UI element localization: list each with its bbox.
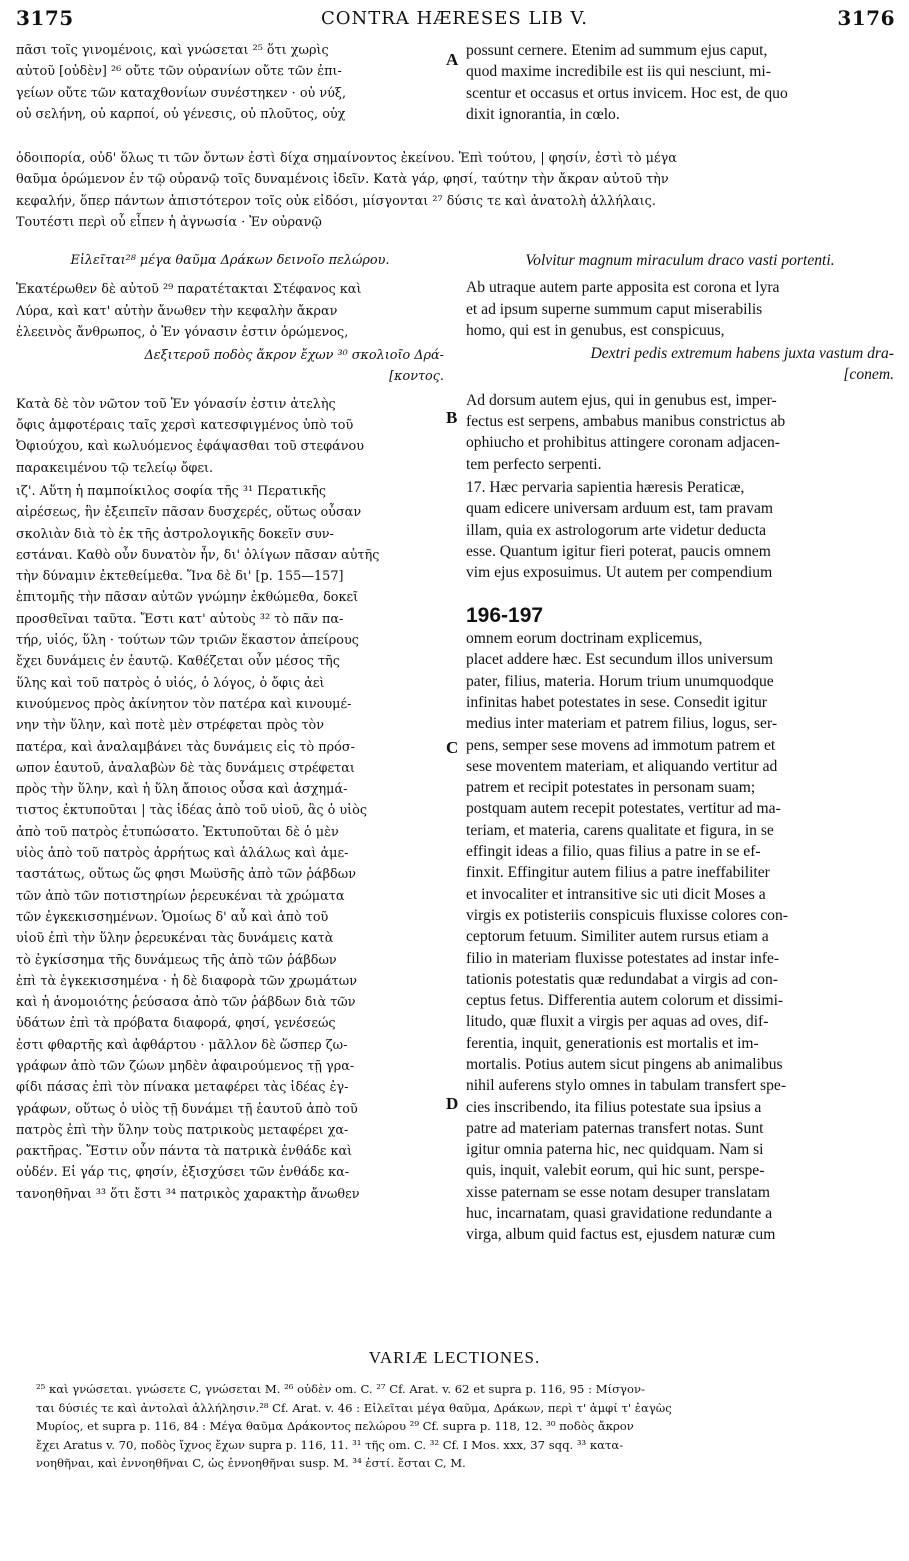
latin-paragraph-3-line [466, 583, 894, 649]
page-header [0, 6, 909, 32]
margin-marker-a: A [446, 50, 459, 69]
greek-paragraph-1: Ἑκατέρωθεν δὲ αὐτοῦ ²⁹ παρατέτακται Στέφανος καὶ Λύρα, καὶ κατ' αὐτὴν ἄνωθεν τὴν κεφαλὴν ἄκραν ἐλεεινὸς ἄνθρωπος, ὁ Ἐν γόνασιν ἐστιν ὁρώμενος, [16, 282, 362, 340]
greek-verse-2: Δεξιτεροῦ ποδὸς ἄκρον ἔχων ³⁰ σκολιοῖο Δρά- [κοντος. [144, 348, 444, 385]
margin-marker-c: C [446, 738, 459, 757]
greek-paragraph-3: ιζ'. Αὕτη ἡ παμποίκιλος σοφία τῆς ³¹ Περατικῆς αἱρέσεως, ἣν ἐξειπεῖν πᾶσαν δυσχερές, οὕτως οὖσαν σκολιὰν διὰ τὸ ἐκ τῆς ἀστρολογικῆς δοκεῖν συν- εστάναι. Καθὸ οὖν δυνατὸν ἦν, δι' ὀλίγων πᾶσαν αὐτῆς τὴν δύναμιν ἐκτεθείμεθα. Ἵνα δὲ δι' [p. 155—157] ἐπιτομῆς τὴν πᾶσαν αὐτῶν γνώμην ἐκθώμεθα, δοκεῖ προσθεῖναι ταῦτα. Ἔστι κατ' αὐτοὺς ³² τὸ πᾶν πα- τήρ, υἱός, ὕλη · τούτων τῶν τριῶν ἕκαστον ἀπείρους ἔχει δυνάμεις ἐν ἑαυτῷ. Καθέζεται οὖν μέσος τῆς ὕλης καὶ τοῦ πατρὸς ὁ υἱός, ὁ λόγος, ὁ ὄφις ἀεὶ κινούμενος πρὸς ἀκίνητον τὸν πατέρα καὶ κινουμέ- νην τὴν ὕλην, καὶ ποτὲ μὲν στρέφεται πρὸς τὸν πατέρα, καὶ ἀναλαμβάνει τὰς δυνάμεις εἰς τὸ πρόσ- ωπον ἑαυτοῦ, ἀναλαβὼν δὲ τὰς δυνάμεις στρέφεται πρὸς τὴν ὕλην, καὶ ἡ ὕλη ἄποιος οὖσα καὶ ἀσχημά- τιστος ἐκτυποῦται | τὰς ἰδέας ἀπὸ τοῦ υἱοῦ, ἃς ὁ υἱὸς ἀπὸ τοῦ πατρὸς ἐτυπώσατο. Ἐκτυποῦται δὲ ὁ μὲν υἱὸς ἀπὸ τοῦ πατρὸς ἀρρήτως καὶ ἀλάλως καὶ ἀμε- ταστάτως, οὕτως ὥς φησι Μωϋσῆς ἀπὸ τῶν ῥάβδων τῶν ἀπὸ τῶν ποτιστηρίων ῥερευκέναι τὰ χρώματα τῶν ἐγκεκισσημένων. Ὁμοίως δ' αὖ καὶ ἀπὸ τοῦ υἱοῦ ἐπὶ τὴν ὕλην ῥερευκέναι τὰς δυνάμεις κατὰ τὸ ἐγκίσσημα τῆς δυνάμεως τῆς ἀπὸ τῶν ῥάβδων ἐπὶ τὰ ἐγκεκισσημένα · ἡ δὲ διαφορὰ τῶν χρωμάτων καὶ ἡ ἀνομοιότης ῥεύσασα ἀπὸ τῶν ῥάβδων διὰ τῶν ὑδάτων ἐπὶ τὰ πρόβατα διαφορά, φησί, γενέσεώς ἐστι φθαρτῆς καὶ ἀφθάρτου · μᾶλλον δὲ ὥσπερ ζω- γράφων ἀπὸ τῶν ζώων μηδὲν ἀφαιρούμενος τῇ γρα- φίδι πάσας ἐπὶ τὸν πίνακα μεταφέρει τὰς ἰδέας ἐγ- γράφων, οὕτως ὁ υἱὸς τῇ δυνάμει τῇ ἑαυτοῦ ἀπὸ τοῦ πατρὸς ἐπὶ τὴν ὕλην τοὺς πατρικοὺς μεταφέρει χα- ρακτῆρας. Ἔστιν οὖν πάντα τὰ πατρικὰ ἐνθάδε καὶ οὐδέν. Εἰ γάρ τις, φησίν, ἐξισχύσει τῶν ἐνθάδε κα- τανοηθῆναι ³³ ὅτι ἔστι ³⁴ πατρικὸς χαρακτὴρ ἄνωθεν [16, 483, 380, 1202]
latin-intro: possunt cernere. Etenim ad summum ejus caput, quod maxime incredibile est iis qui nesciunt, mi- scentur et occasus et ortus invicem. Hoc est, de quo dixit ignorantia, in cœlo. [466, 42, 788, 123]
left-page-number: 3175 [16, 6, 74, 30]
latin-column-body [466, 250, 894, 1246]
latin-paragraph-3b: omnem eorum doctrinam explicemus, [466, 630, 703, 648]
greek-verse-1: Εἰλεῖται²⁸ μέγα θαῦμα Δράκων δεινοῖο πελώρου. [70, 253, 390, 268]
margin-marker-b: B [446, 408, 458, 427]
greek-column-body [16, 250, 444, 1205]
latin-paragraph-3a: 17. Hæc pervaria sapientia hæresis Peraticæ, quam edicere universam arduum est, tam pravam illam, quia ex astrologorum arte videtur deducta esse. Quantum igitur fieri poterat, paucis omnem vim ejus exposuimus. Ut autem per compendium [466, 478, 773, 582]
latin-verse-2: Dextri pedis extremum habens juxta vastum dra- [conem. [590, 345, 894, 384]
greek-paragraph-2: Κατὰ δὲ τὸν νῶτον τοῦ Ἐν γόνασίν ἐστιν ἀτελὴς ὄφις ἀμφοτέραις ταῖς χερσὶ κατεσφιγμένος ὑπὸ τοῦ Ὀφιούχου, καὶ κωλυόμενος ἐφάψασθαι τοῦ στεφάνου παρακειμένου τῷ τελείῳ ὄφει. [16, 396, 364, 476]
latin-paragraph-3c: placet addere hæc. Est secundum illos universum pater, filius, materia. Horum trium unumquodque infinitas habet potestates in sese. Consedit igitur medius inter materiam et patrem filius, logus, ser- pens, semper sese movens ad immotum patrem et sese moventem materiam, et aliquando vertitur ad patrem et recipit potestates in personam suam; postquam autem recepit potestates, vertitur ad ma- teriam, et materia, carens qualitate et figura, in se effingit ideas a filio, quas filius a patre in se ef- finxit. Effingitur autem filius a patre ineffabiliter et invocaliter et intransitive sic uti dicit Moses a virgis ex potisteriis conspicuis fluxisse colores con- ceptorum fetuum. Similiter autem rursus etiam a filio in materiam fluxisse potestates ad instar infe- tationis potestatis quæ redundabat a virgis ad con- ceptus fetus. Differentia autem colorum et dissimi- litudo, quæ fluxit a virgis per aquas ad oves, dif- ferentia, inquit, generationis est mortalis et im- mortalis. Potius autem sicut pingens ab animalibus nihil auferens stylo omnes in tabulam transfert spe- cies inscribendo, ita filius potestate sua ipsius a patre ad materiam paternas transfert notas. Sunt igitur omnia paterna hic, nec quidquam. Nam si quis, inquit, valebit eorum, qui hic sunt, perspe- xisse paternam se esse notam desuper translatam huc, incarnatam, quasi gravidatione redundante a virga, album quid factus est, ejusdem naturæ cum [466, 651, 788, 1244]
latin-paragraph-1: Ab utraque autem parte apposita est corona et lyra et ad ipsum superne summum caput miserabilis homo, qui est in genubus, est conspicuus, [466, 279, 780, 339]
right-page-number: 3176 [837, 6, 895, 30]
notes-title: VARIÆ LECTIONES. [368, 1348, 541, 1367]
latin-column-top [466, 40, 894, 125]
margin-marker-d: D [446, 1094, 459, 1113]
greek-full-width-passage: ὁδοιπορία, οὐδ' ὅλως τι τῶν ὄντων ἐστὶ δίχα σημαίνοντος ἐκείνου. Ἐπὶ τούτου, | φησίν, ἐστὶ τὸ μέγα θαῦμα ὁρώμενον ἐν τῷ οὐρανῷ τοῖς δυναμένοις ἰδεῖν. Κατὰ γάρ, φησί, ταύτην τὴν ἄκραν αὐτοῦ τὴν κεφαλήν, ὅπερ πάντων ἀπιστότερον τοῖς οὐκ εἰδόσι, μίσγονται ²⁷ δύσις τε καὶ ἀνατολὴ ἀλλήλαις. Τουτέστι περὶ οὗ εἶπεν ἡ ἀγνωσία · Ἐν οὐρανῷ [16, 151, 677, 230]
greek-column-top [16, 40, 444, 125]
migne-column-marker: 196-197 [466, 603, 544, 627]
running-title: CONTRA HÆRESES LIB V. [320, 8, 589, 29]
latin-paragraph-2: Ad dorsum autem ejus, qui in genubus est, imper- fectus est serpens, ambabus manibus constrictus ab ophiucho et prohibitus attingere coronam adjacen- tem perfecto serpenti. [466, 391, 786, 473]
variant-readings: ²⁵ καὶ γνώσεται. γνώσετε C, γνώσεται M. ²⁶ οὐδὲν om. C. ²⁷ Cf. Arat. v. 62 et supra p. 116, 95 : Μίσγον- ται δύσιές τε καὶ ἀντολαὶ ἀλλήλησιν.²⁸ Cf. Arat. v. 46 : Εἰλεῖται μέγα θαῦμα, Δράκων, περὶ τ' ἀμφί τ' ἐαγὼς Μυρίος, et supra p. 116, 84 : Μέγα θαῦμα Δράκοντος πελώρου ²⁹ Cf. supra p. 118, 12. ³⁰ ποδὸς ἄκρον ἔχει Aratus v. 70, ποδὸς ἴχνος ἔχων supra p. 116, 11. ³¹ τῆς om. C. ³² Cf. I Mos. xxx, 37 sqq. ³³ κατα- νοηθῆναι, καὶ ἐννοηθῆναι C, ὡς ἐννοηθῆναι susp. M. ³⁴ ἐστί. ἔσται C, M. [36, 1382, 672, 1470]
greek-intro: πᾶσι τοῖς γινομένοις, καὶ γνώσεται ²⁵ ὅτι χωρὶς αὐτοῦ [οὐδὲν] ²⁶ οὔτε τῶν οὐρανίων οὔτε τῶν ἐπι- γείων οὔτε τῶν καταχθονίων συνέστηκεν · οὐ νύξ, οὐ σελήνη, οὐ καρποί, οὐ γένεσις, οὐ πλοῦτος, οὐχ [16, 43, 347, 122]
latin-verse-1: Volvitur magnum miraculum draco vasti portenti. [525, 252, 835, 269]
